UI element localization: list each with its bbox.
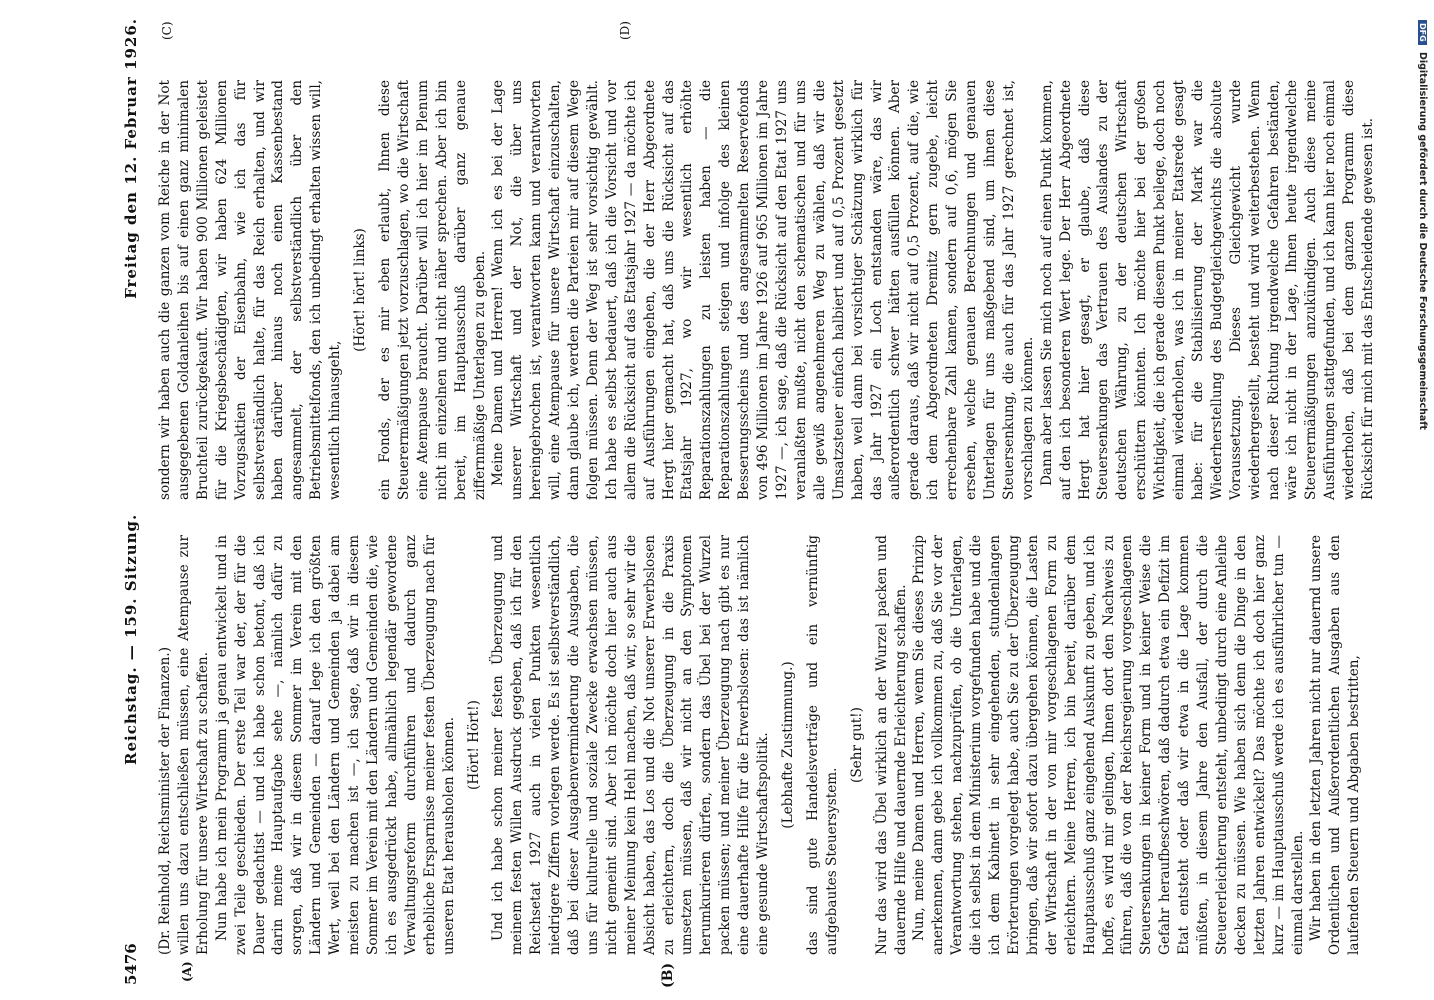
page-date: Freitag den 12. Februar 1926.: [122, 18, 140, 299]
page-title: Reichstag. — 159. Sitzung.: [122, 513, 140, 765]
speaker-line: (Dr. Reinhold, Reichsminister der Finanzen.): [157, 646, 173, 955]
page-number: 5476: [122, 943, 140, 985]
interjection: (Hört! hört! links): [352, 228, 369, 352]
document-page: [100, 0, 1400, 1000]
interjection: (Sehr gut!): [848, 707, 865, 783]
dfg-logo: DFG: [1418, 20, 1427, 45]
margin-mark-a: (A): [180, 961, 194, 982]
paragraph: Und ich habe schon meiner festen Überzeugung und meinem festen Willen Ausdruck gegeben, daß ich für den Reichsetat 1927 auch in vielen Punkten wesentlich niedrigere Ziffern vorlegen werde. Es ist selbstverständlich, daß bei dieser Ausgabenverminderung die Ausgaben, die uns für kulturelle und soziale Zwecke erwachsen müssen, nicht gemeint sind. Aber ich möchte doch hier auch aus meiner Meinung kein Hehl machen, daß wir, so sehr wir die Absicht haben, das Los und die Not unserer Erwerbslosen zu erleichtern, doch die Überzeugung in die Praxis umsetzen müssen, daß wir nicht an den Symptomen herumkurieren dürfen, sondern das Übel bei der Wurzel packen müssen; und meiner Überzeugung nach gibt es nur eine dauerhafte Hilfe für die Erwerbslosen: das ist nämlich eine gesunde Wirtschaftspolitik.: [490, 535, 772, 955]
margin-mark-b: (B): [660, 962, 676, 988]
paragraph: willen uns dazu entschließen müssen, eine Atempause zur Erholung für unsere Wirtschaft zu schaffen.: [175, 535, 211, 955]
text-column-right: [156, 80, 1378, 500]
margin-mark-d: (D): [618, 21, 632, 40]
paragraph: ein Fonds, der es mir eben erlaubt, Ihnen diese Steuerermäßigungen jetzt vorzuschlagen, wo die Wirtschaft eine Atempause braucht. Darüber will ich hier im Plenum nicht im einzelnen und nicht näher sprechen. Aber ich bin bereit, im Hauptausschuß darüber ganz genaue ziffernmäßige Unterlagen zu geben.: [376, 80, 488, 500]
interjection: (Hört! Hört!): [465, 700, 482, 790]
digitization-credit: [1414, 10, 1434, 990]
paragraph: Wir haben in den letzten Jahren nicht nur dauernd unsere Ordentlichen und Außerordentlichen Ausgaben aus den laufenden Steuern und Abgaben bestritten,: [1308, 535, 1363, 955]
paragraph: Dann aber lassen Sie mich noch auf einen Punkt kommen, auf den ich besonderen Wert lege. Der Herr Abgeordnete Hergt hat hier gesagt, er glaube, daß diese Steuersenkungen das Vertrauen des Auslandes zu der deutschen Währung, zu der deutschen Wirtschaft erschüttern könnten. Ich möchte hier bei der großen Wichtigkeit, die ich gerade diesem Punkt beilege, doch noch einmal wiederholen, was ich in meiner Etatsrede gesagt habe: für die Stabilisierung der Mark war die Wiederherstellung des Budgetgleichgewichts die absolute Voraussetzung. Dieses Gleichgewicht wurde wiederhergestellt, besteht und wird weiterbestehen. Wenn nach dieser Richtung irgendwelche Gefahren beständen, wäre ich nicht in der Lage, Ihnen heute irgendwelche Steuerermäßigungen anzukündigen. Auch diese meine Ausführungen stattgefunden, und ich kann hier noch einmal wiederholen, daß bei dem ganzen Programm diese Rücksicht für mich mit das Entscheidende gewesen ist.: [1038, 80, 1377, 500]
page-content: [100, 0, 1400, 1000]
interjection: (Lebhafte Zustimmung.): [780, 661, 796, 829]
text-column-left: [156, 535, 1364, 955]
page-header: [122, 18, 144, 985]
paragraph: sondern wir haben auch die ganzen vom Reiche in der Not ausgegebenen Goldanleihen bis auf einen ganz minimalen Bruchteil zurückgekauft. Wir haben 900 Millionen geleistet für die Kriegsbeschädigten, wir haben 624 Millionen Vorzugsaktien der Eisenbahn, wie ich das für selbstverständlich halte, für das Reich erhalten, und wir haben darüber hinaus noch einen Kassenbestand angesammelt, der selbstverständlich über den Betriebsmittelfonds, den ich unbedingt erhalten wissen will, wesentlich hinausgeht,: [157, 80, 344, 500]
margin-mark-c: (C): [160, 21, 174, 40]
paragraph: Nun, meine Damen und Herren, wenn Sie dieses Prinzip anerkennen, dann gebe ich vollkommen zu, daß Sie vor der Verantwortung stehen, nachzuprüfen, ob die Unterlagen, die ich selbst in dem Ministerium vorgefunden habe und die ich dem Kabinett in sehr eingehenden, stundenlangen Erörterungen vorgelegt habe, auch Sie zu der Überzeugung bringen, daß wir sofort dazu übergehen können, die Lasten der Wirtschaft in der von mir vorgeschlagenen Form zu erleichtern. Meine Herren, ich bin bereit, darüber dem Hauptausschuß ganz eingehend Auskunft zu geben, und ich hoffe, es wird mir gelingen, Ihnen dort den Nachweis zu führen, daß die von der Reichsregierung vorgeschlagenen Steuersenkungen in keiner Form und in keiner Weise die Gefahr heraufbeschwören, daß dadurch etwa ein Defizit im Etat entsteht oder daß wir etwa in die Lage kommen müßten, in diesem Jahre den Ausfall, der durch die Steuererleichterung entsteht, unbedingt durch eine Anleihe decken zu müssen. Wie haben sich denn die Dinge in den letzten Jahren entwickelt? Das möchte ich doch hier ganz kurz — im Hauptausschuß werde ich es ausführlicher tun — einmal darstellen.: [911, 535, 1306, 955]
paragraph: Nur das wird das Übel wirklich an der Wurzel packen und dauernde Hilfe und dauernde Erleichterung schaffen.: [873, 535, 909, 955]
credit-text: Digitalisierung gefördert durch die Deutsche Forschungsgemeinschaft: [1417, 51, 1428, 430]
paragraph: das sind gute Handelsverträge und ein vernünftig aufgebautes Steuersystem.: [804, 535, 840, 955]
paragraph: Nun habe ich mein Programm ja genau entwickelt und in zwei Teile geschieden. Der erste Teil war der, der für die Dauer gedachtist — und ich habe schon betont, daß ich darin meine Hauptaufgabe sehe —, nämlich dafür zu sorgen, daß wir in diesem Sommer im Verein mit den Ländern und Gemeinden — darauf lege ich den größten Wert, weil bei den Ländern und Gemeinden ja dabei am meisten zu machen ist —, ich sage, daß wir in diesem Sommer im Verein mit den Ländern und Gemeinden die, wie ich es ausgedrückt habe, allmählich legendär gewordene Verwaltungsreform durchführen und dadurch ganz erhebliche Ersparnisse meiner festen Überzeugung nach für unseren Etat herausholen können.: [213, 535, 457, 955]
paragraph: Meine Damen und Herren! Wenn ich es bei der Lage unserer Wirtschaft und der Not, die über uns hereingebrochen ist, verantworten kann und verantworten will, eine Atempause für unsere Wirtschaft einzuschalten, dann glaube ich, werden die Parteien mir auf diesem Wege folgen müssen. Denn der Weg ist sehr vorsichtig gewählt. Ich habe es selbst bedauert, daß ich die Vorsicht und vor allem die Rücksicht auf das Etatsjahr 1927 — da möchte ich auf Ausführungen eingehen, die der Herr Abgeordnete Hergt hier gemacht hat, daß uns die Rücksicht auf das Etatsjahr 1927, wo wir wesentlich erhöhte Reparationszahlungen zu leisten haben — die Reparationszahlungen steigen und infolge des kleinen Besserungsscheins und des angesammelten Reservefonds von 496 Millionen im Jahre 1926 auf 965 Millionen im Jahre 1927 —, ich sage, daß die Rücksicht auf den Etat 1927 uns veranlaßten mußte, nicht den schematischen und für uns alle gewiß angenehmeren Weg zu wählen, daß wir die Umsatzsteuer einfach halbiert und auf 0,5 Prozent gesetzt haben, weil dann bei vorsichtiger Schätzung wirklich für das Jahr 1927 ein Loch entstanden wäre, das wir außerordentlich schwer hätten ausfüllen können. Aber gerade daraus, daß wir nicht auf 0,5 Prozent, auf die, wie ich dem Abgeordneten Dremitz gern zugebe, leicht errechenbare Zahl kamen, sondern auf 0,6, mögen Sie ersehen, welche genauen Berechnungen und genauen Unterlagen für uns maßgebend sind, um ihnen diese Steuersenkung, die auch für das Jahr 1927 gerechnet ist, vorschlagen zu können.: [490, 80, 1036, 500]
